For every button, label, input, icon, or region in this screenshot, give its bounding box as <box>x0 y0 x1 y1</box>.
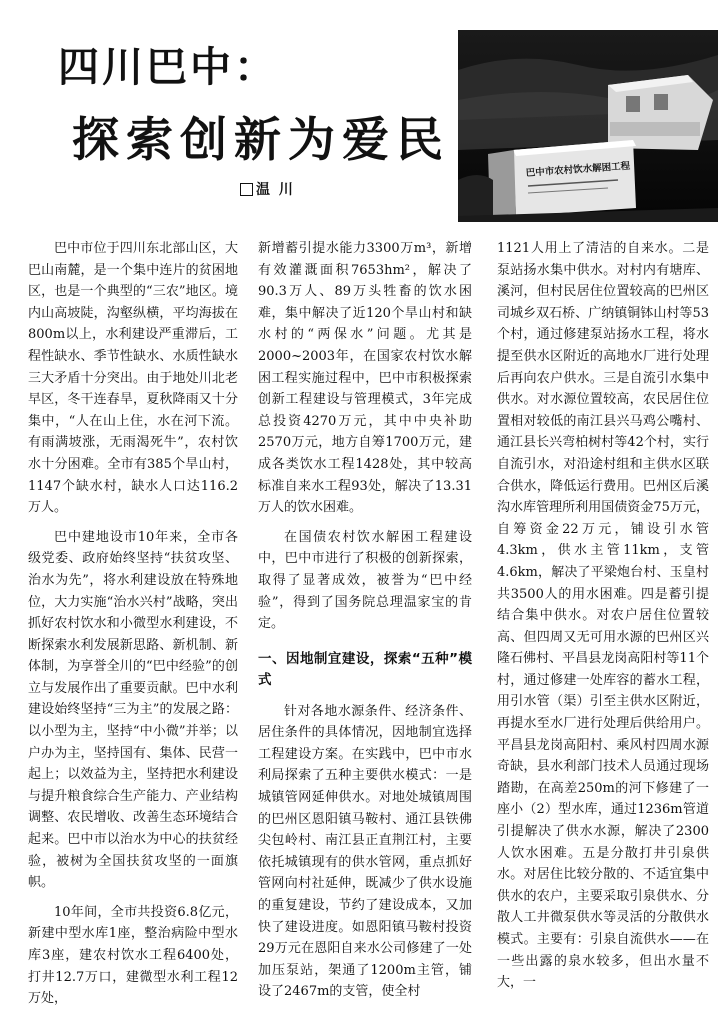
paragraph: 1121人用上了清洁的自来水。二是泵站扬水集中供水。对村内有塘库、溪河，但村民居住位置较高的巴州区司城乡双石桥、广纳镇铜钵山村等53个村，通过修建泵站扬水工程，将水提至供水区附近的高地水厂进行处理后再向农户供水。三是自流引水集中供水。对水源位置较高，农民居住位置相对较低的南江县兴马鸡公嘴村、通江县长兴弯柏树村等42个村，实行自流引水，对沿途村组和主供水区联合供水，降低运行费用。巴州区后溪沟水库管理所利用国债资金75万元，自筹资金22万元，铺设引水管4.3km，供水主管11km，支管4.6km，解决了平梁炮台村、玉皇村共3500人的用水困难。四是蓄引提结合集中供水。对农户居住位置较高、但四周又无可用水源的巴州区兴隆石佛村、平昌县龙岗高阳村等11个村，通过修建一处库容的蓄水工程，用引水管（渠）引至主供水区附近，再提水至水厂进行处理后供给用户。平昌县龙岗高阳村、乘风村四周水源奇缺，县水利部门技术人员通过现场踏勘，在高差250m的河下修建了一座小（2）型水库，通过1236m管道引提解决了供水水源，解决了2300人饮水困难。五是分散打井引泉供水。对居住比较分散的、不适宜集中供水的农户，主要采取引泉供水、分散人工井微泵供水等灵活的分散供水模式。主要有：引泉自流供水——在一些出露的泉水较多，但出水量不大，一 <box>497 241 709 991</box>
paragraph: 巴中市位于四川东北部山区，大巴山南麓，是一个集中连片的贫困地区，也是一个典型的“三农”地区。境内山高坡陡，沟壑纵横，平均海拔在800m以上，水利建设严重滞后，工程性缺水、季节性缺水、水质性缺水三大矛盾十分突出。由于地处川北老早区，冬干连春旱，夏秋降雨又十分集中，“人在山上住，水在河下流。有雨满坡涨，无雨渴死牛”，农村饮水十分困难。全市有385个旱山村，1147个缺水村，缺水人口达116.2万人。 <box>28 241 238 516</box>
byline-box-icon <box>240 183 253 196</box>
title-line-2: 探索创新为爱民 <box>72 113 450 168</box>
paragraph: 在国债农村饮水解困工程建设中，巴中市进行了积极的创新探索，取得了显著成效，被誉为“巴中经验”，得到了国务院总理温家宝的肯定。 <box>258 529 472 632</box>
byline <box>240 179 295 199</box>
water-facility-photo-icon <box>458 30 718 222</box>
section-heading: 一、因地制宜建设，探索“五种”模式 <box>258 650 472 688</box>
paragraph: 针对各地水源条件、经济条件、居住条件的具体情况，因地制宜选择工程建设方案。在实践中，巴中市水利局探索了五种主要供水模式：一是城镇管网延伸供水。对地处城镇周围的巴州区恩阳镇马鞍村、通江县铁佛尖包岭村、南江县正直荆江村，主要依托城镇现有的供水管网，重点抓好管网向村社延伸，既减少了供水设施的重复建设，节约了建设成本，又加快了建设进度。如恩阳镇马鞍村投资29万元在恩阳自来水公司修建了一处加压泵站，架通了1200m主管，铺设了2467m的支管，使全村 <box>258 703 472 1000</box>
title-line-1: 四川巴中： <box>58 43 278 91</box>
photo-sign-text: 巴中市农村饮水解困工程 <box>525 160 631 179</box>
paragraph: 巴中建地设市10年来，全市各级党委、政府始终坚持“扶贫攻坚、治水为先”，将水利建设放在特殊地位，大力实施“治水兴村”战略，突出抓好农村饮水和小微型水利建设，不断探索水利发展新思路、新机制、新体制，为享誉全川的“巴中经验”的创立与发展作出了重要贡献。巴中水利建设始终坚持“三为主”的发展之路：以小型为主，坚持“中小微”并举；以户办为主，坚持国有、集体、民营一起上；以效益为主，坚持把水利建设与提升粮食综合生产能力、产业结构调整、农民增收、改善生态环境结合起来。巴中市以治水为中心的扶贫经验，被树为全国扶贫攻坚的一面旗帜。 <box>28 529 238 891</box>
article-column-2 <box>258 238 472 1003</box>
author-name: 温 川 <box>256 182 295 198</box>
paragraph: 10年间，全市共投资6.8亿元，新建中型水库1座，整治病险中型水库3座，建农村饮水工程6400处，打井12.7万口，建微型水利工程12万处， <box>28 904 238 1007</box>
article-photo <box>458 30 718 222</box>
article-column-3 <box>497 238 709 994</box>
article-column-1 <box>28 238 238 1010</box>
paragraph: 新增蓄引提水能力3300万m³，新增有效灌溉面积7653hm²，解决了90.3万人、89万头牲畜的饮水困难，集中解决了近120个旱山村和缺水村的“两保水”问题。尤其是2000~2003年，在国家农村饮水解困工程实施过程中，巴中市积极探索创新工程建设与管理模式，3年完成总投资4270万元，其中中央补助2570万元，地方自筹1700万元，建成各类饮水工程1428处，其中较高标准自来水工程93处，解决了13.31万人的饮水困难。 <box>258 241 472 516</box>
